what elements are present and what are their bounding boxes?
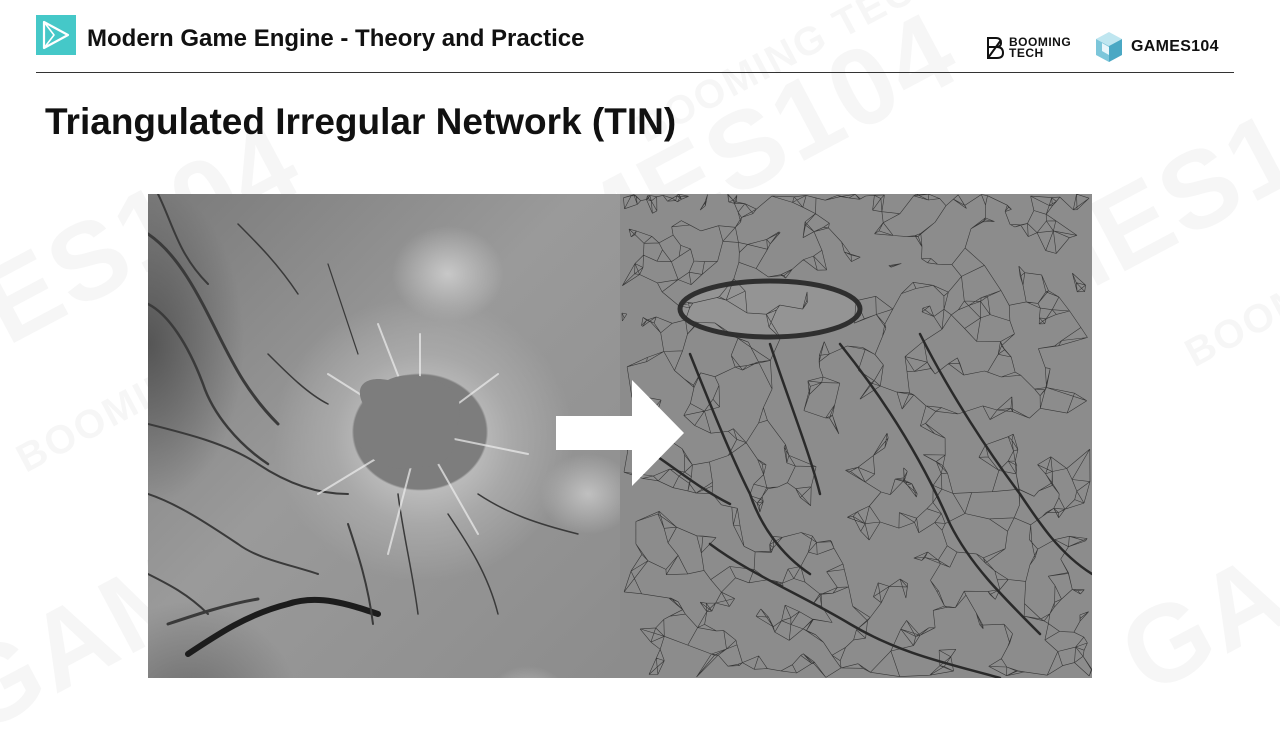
booming-text-line1: BOOMING [1009,35,1072,49]
arrow-right-icon [554,380,686,486]
games104-logo [1094,30,1219,64]
watermark-games104 [1100,528,1280,719]
tin-edges [622,194,1092,677]
booming-tech-logo [985,33,1071,63]
tin-mesh-image [620,194,1092,678]
games104-text: GAMES104 [1131,38,1219,55]
header-divider [36,72,1234,73]
games-cube-icon [1094,30,1124,64]
booming-mark-icon [985,35,1005,61]
course-title: Modern Game Engine - Theory and Practice [87,25,585,52]
tin-figure [148,194,1092,678]
play-logo-icon [36,15,76,55]
booming-text-line2: TECH [1009,46,1044,60]
heightmap-image [148,194,620,678]
tin-wireframe [620,194,1092,678]
slide-title: Triangulated Irregular Network (TIN) [45,101,677,142]
watermark-booming [1178,268,1280,376]
slide-header [0,0,1280,74]
